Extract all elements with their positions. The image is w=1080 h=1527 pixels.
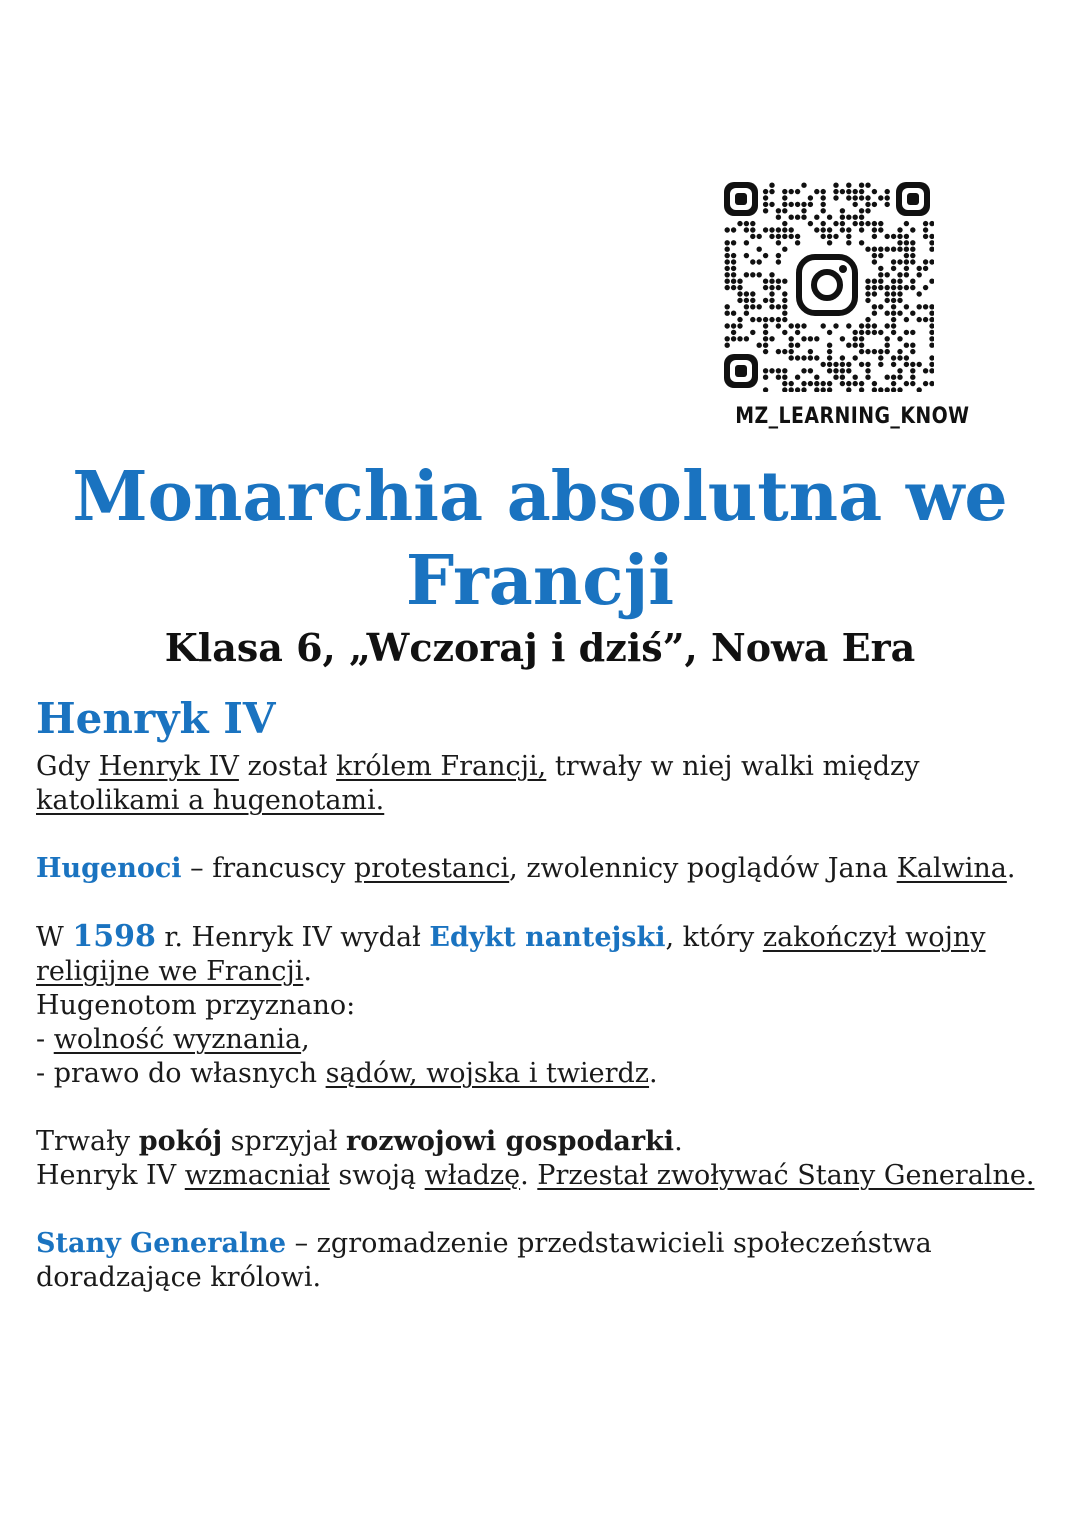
section-henryk-iv [36,690,1046,1295]
qr-code-block [720,178,970,429]
year-1598: 1598 [72,919,156,954]
instagram-icon [792,250,862,320]
page-title [0,455,1080,623]
paragraph-stany: Stany Generalne – zgromadzenie przedstawicieli społeczeństwa doradzające królowi. [36,1228,932,1293]
term-hugenoci: Hugenoci [36,853,182,884]
qr-handle: MZ_LEARNING_KNOW [735,404,970,429]
title-line-1: Monarchia absolutna we [72,457,1008,537]
paragraph-hugenoci: Hugenoci – francuscy protestanci, zwolennicy poglądów Jana Kalwina. [36,853,1016,884]
qr-finder-bottom-left [724,354,758,388]
term-edykt: Edykt nantejski [429,922,666,953]
title-line-2: Francji [405,541,675,621]
term-stany-generalne: Stany Generalne [36,1228,287,1259]
section-heading: Henryk IV [36,694,276,743]
paragraph-peace: Trwały pokój sprzyjał rozwojowi gospodarki. Henryk IV wzmacniał swoją władzę. Przestał zwoływać Stany Generalne. [36,1126,1035,1191]
page-subtitle: Klasa 6, „Wczoraj i dziś”, Nowa Era [164,625,916,670]
qr-finder-top-left [724,182,758,216]
paragraph-intro: Gdy Henryk IV został królem Francji, trwały w niej walki między katolikami a hugenotami. [36,751,920,816]
paragraph-edykt: W 1598 r. Henryk IV wydał Edykt nantejski, który zakończył wojny religijne we Francji. [36,919,986,987]
qr-code-icon [720,178,934,392]
qr-finder-top-right [896,182,930,216]
paragraph-rights: Hugenotom przyznano: - wolność wyznania, - prawo do własnych sądów, wojska i twierdz. [36,990,658,1089]
